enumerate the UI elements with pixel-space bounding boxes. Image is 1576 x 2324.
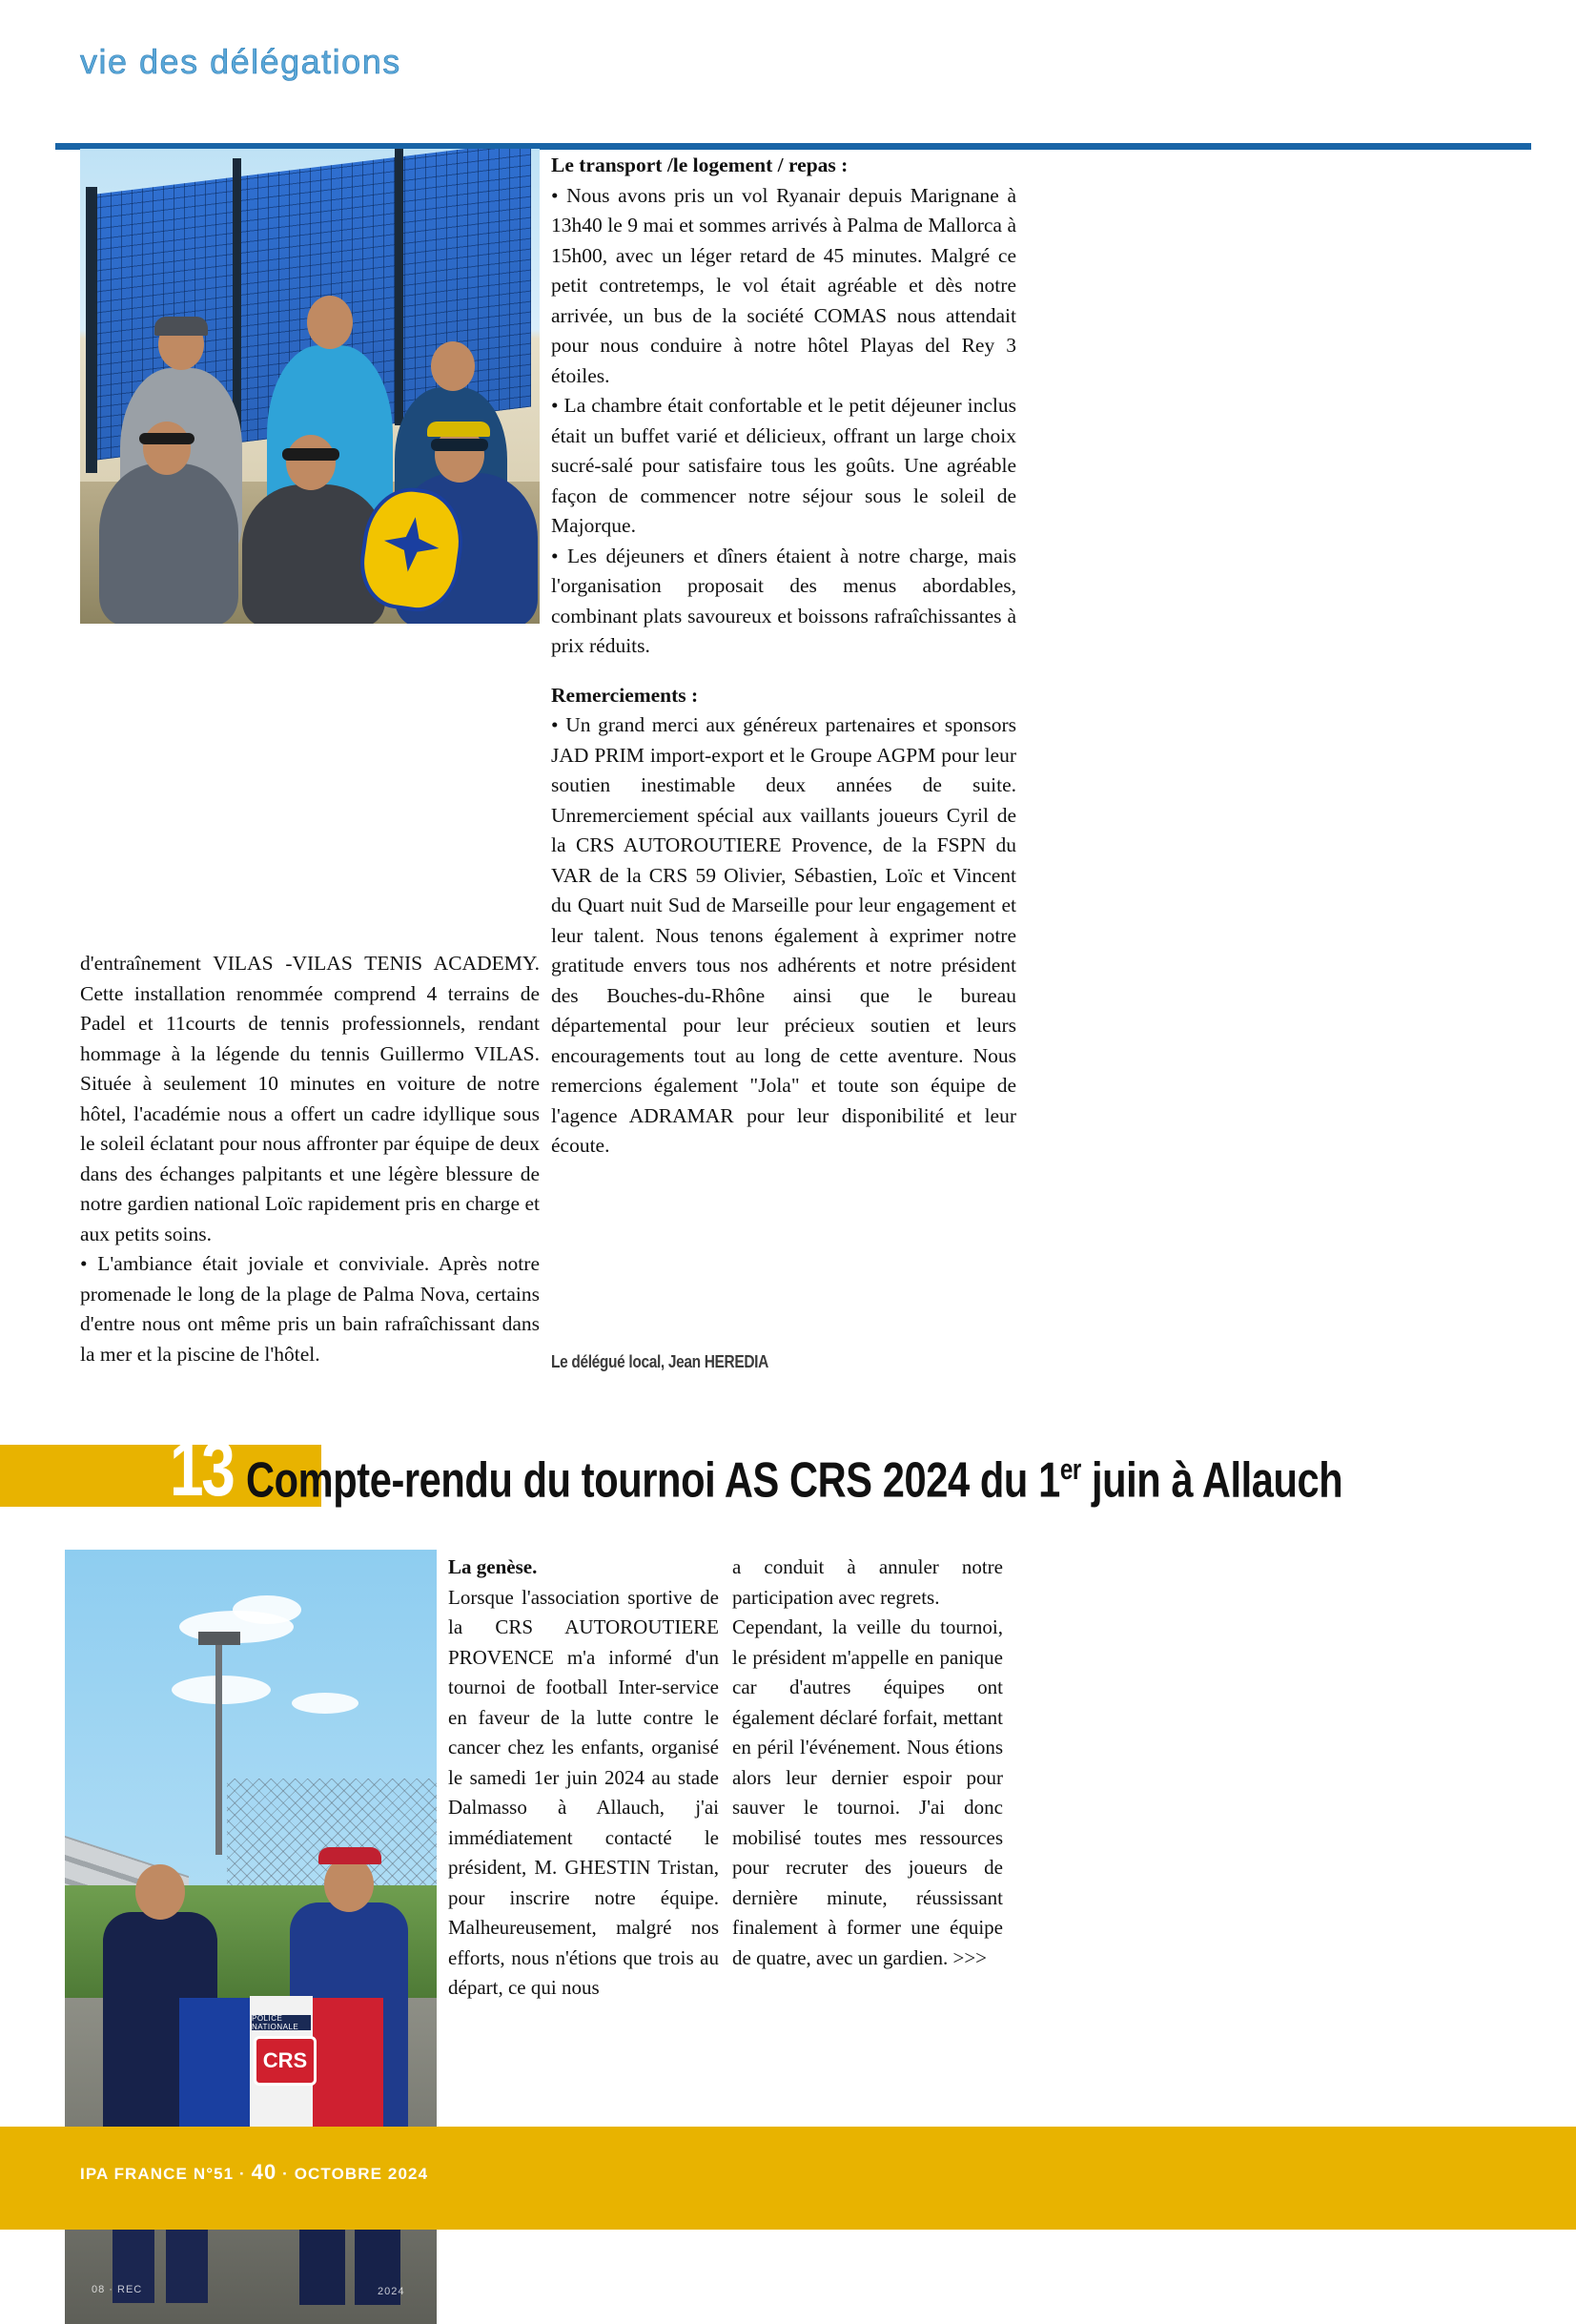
section-title-part1: Compte-rendu du tournoi AS CRS 2024 du 1 [246, 1452, 1060, 1509]
photo1-person-6-cap [427, 422, 490, 437]
photo1-person-3-head [431, 341, 475, 391]
photo2-floodlight [198, 1632, 240, 1645]
bottom-column-1 [448, 1553, 719, 2004]
right-column-body [551, 151, 1016, 1162]
footer-text [80, 2160, 428, 2185]
page-section-label: vie des délégations [80, 42, 401, 81]
genese-heading: La genèse. [448, 1555, 538, 1578]
left-paragraph-1: d'entraînement VILAS -VILAS TENIS ACADEMY. Cette installation renommée comprend 4 terrains de Padel et 11courts de tennis professionnels, rendant hommage à la légende du tennis Guillermo VILAS. Située à seulement 10 minutes en voiture de notre hôtel, l'académie nous a offert un cadre idyllique sous le soleil éclatant pour nous affronter par équipe de deux dans des échanges palpitants et une légère blessure de notre gardien national Loïc rapidement pris en charge et aux petits soins. [80, 952, 540, 1245]
photo1-person-4-head [143, 422, 191, 475]
photo1-person-5-head [286, 435, 336, 490]
remerciements-heading: Remerciements : [551, 683, 699, 707]
transport-paragraph-1: • Nous avons pris un vol Ryanair depuis Marignane à 13h40 le 9 mai et sommes arrivés à Palma de Mallorca à 15h00, avec un léger retard de 45 minutes. Malgré ce petit contretemps, le vol était agréable et dès notre arrivée, un bus de la société COMAS nous attendait pour nous conduire à notre hôtel Playas del Rey 3 étoiles. [551, 183, 1016, 387]
bottom-paragraph-2: Cependant, la veille du tournoi, le président m'appelle en panique car d'autres équipes ont également déclaré forfait, mettant en péril l'événement. Nous étions alors leur dernier espoir pour sauver le tournoi. J'ai donc mobilisé toutes mes ressources pour recruter des joueurs de dernière minute, réussissant finalement à former une équipe de quatre, avec un gardien. >>> [732, 1615, 1003, 1969]
bottom-paragraph-1: a conduit à annuler notre participation avec regrets. [732, 1555, 1003, 1609]
photo1-person-5-sunglasses [282, 448, 339, 461]
footer-page-number: 40 [251, 2160, 277, 2184]
photo2-watermark: 08 · REC [92, 2284, 143, 2295]
section-title [246, 1442, 1343, 1509]
photo1-person-2-head [307, 296, 353, 349]
genese-paragraph: Lorsque l'association sportive de la CRS AUTOROUTIERE PROVENCE m'a informé d'un tournoi de football Inter-service en faveur de la lutte contre le cancer chez les enfants, organisé le samedi 1er juin 2024 au stade Dalmasso à Allauch, j'ai immédiatement contacté le président, M. GHESTIN Tristan, pour inscrire notre équipe. Malheureusement, malgré nos efforts, nous n'étions que trois au départ, ce qui nous [448, 1585, 719, 1999]
photo2-cloud-2 [233, 1595, 301, 1624]
left-column-body [80, 949, 540, 1369]
photo1-person-1-cap [154, 317, 208, 336]
remerciements-paragraph-1: • Un grand merci aux généreux partenaires et sponsors JAD PRIM import-export et le Groupe AGPM pour leur soutien inestimable deux années de suite. Unremerciement spécial aux vaillants joueurs Cyril de la CRS AUTOROUTIERE Provence, de la FSPN du VAR de la CRS 59 Olivier, Sébastien, Loïc et Vincent du Quart nuit Sud de Marseille pour leur engagement et leur talent. Nous tenons également à exprimer notre gratitude envers tous nos adhérents et notre président des Bouches-du-Rhône ainsi que le bureau départemental pour leur précieux soutien et leurs encouragements tout au long de cette aventure. Nous remercions également "Jola" et toute son équipe de l'agence ADRAMAR pour leur disponibilité et leur écoute. [551, 713, 1016, 1157]
photo1-post-right [395, 149, 403, 425]
photo1-post-mid [233, 158, 241, 444]
transport-paragraph-2: • La chambre était confortable et le petit déjeuner inclus était un buffet varié et délicieux, offrant un large choix sucré-salé pour satisfaire tous les goûts. Une agréable façon de commencer notre séjour sous le soleil de Majorque. [551, 394, 1016, 537]
transport-heading: Le transport /le logement / repas : [551, 154, 849, 176]
photo1-post-left [86, 187, 97, 473]
photo2-light-pole [215, 1635, 222, 1855]
article-signature: Le délégué local, Jean HEREDIA [551, 1352, 768, 1371]
bottom-column-2 [732, 1553, 1003, 1973]
photo2-crs-badge: CRS [254, 2036, 317, 2086]
paragraph-spacer [551, 662, 1016, 681]
photo2-person-right-cap [318, 1847, 381, 1864]
photo2-cloud-4 [292, 1693, 358, 1714]
padel-team-photo [80, 149, 540, 624]
footer-publication: IPA FRANCE N°51 · [80, 2165, 246, 2183]
photo2-person-left-head [135, 1864, 185, 1920]
photo1-person-6-sunglasses [431, 439, 488, 451]
photo2-person-right-head [324, 1857, 374, 1912]
transport-paragraph-3: • Les déjeuners et dîners étaient à notre charge, mais l'organisation proposait des menus abordables, combinant plats savoureux et boissons rafraîchissantes à prix réduits. [551, 544, 1016, 657]
photo2-police-nationale-label: POLICE NATIONALE [252, 2015, 311, 2030]
section-number: 13 [170, 1426, 234, 1512]
photo1-person-4-sunglasses [139, 433, 194, 444]
footer-date: · OCTOBRE 2024 [282, 2165, 429, 2183]
section-title-ordinal: er [1059, 1454, 1081, 1486]
left-paragraph-2: • L'ambiance était joviale et conviviale. Après notre promenade le long de la plage de Palma Nova, certains d'entre nous ont même pris un bain rafraîchissant dans la mer et la piscine de l'hôtel. [80, 1252, 540, 1366]
photo1-racket-star [380, 513, 443, 576]
photo2-year-stamp: 2024 [378, 2286, 405, 2297]
photo1-person-4-body [99, 463, 238, 624]
section-title-part2: juin à Allauch [1080, 1452, 1343, 1509]
